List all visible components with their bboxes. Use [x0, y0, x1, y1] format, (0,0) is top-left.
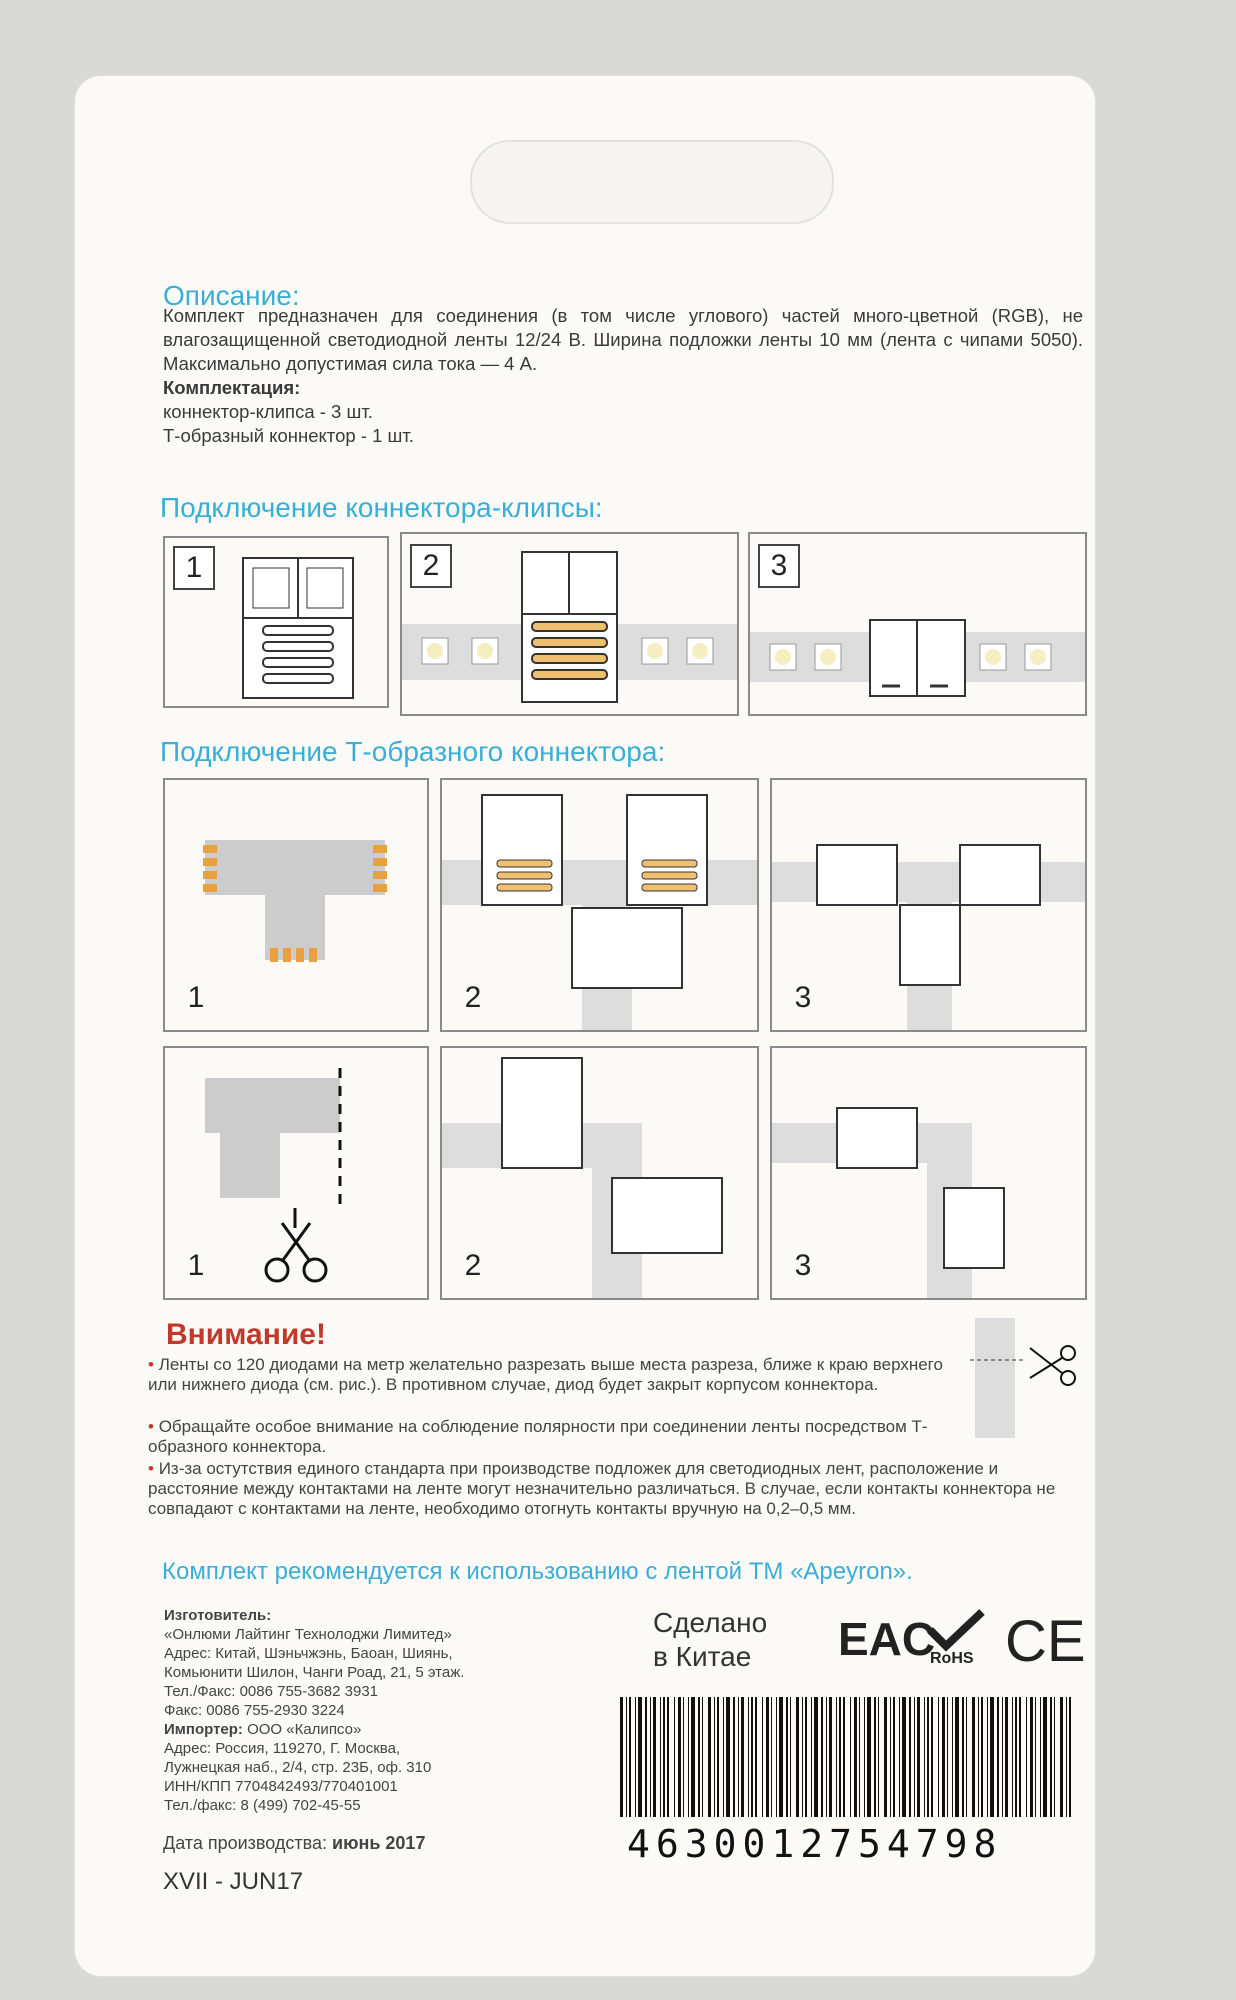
kit-item: Т-образный коннектор - 1 шт. — [163, 425, 414, 446]
corner-step-1-panel — [163, 1046, 429, 1300]
importer-line: ИНН/КПП 7704842493/770401001 — [164, 1778, 398, 1795]
clip-step-2-panel — [400, 532, 739, 716]
recommendation-text: Комплект рекомендуется к использованию с лентой ТМ «Apeyron». — [162, 1558, 913, 1585]
manufacturer-line: Факс: 0086 755-2930 3224 — [164, 1702, 345, 1719]
description-text: Комплект предназначен для соединения (в том числе углового) частей много-цветной (RGB), не влагозащищенной светодиодной ленты 12/24 В. Ширина подложки ленты 10 мм (лента с чипами 5050). Максимально допустимая сила тока — 4 А. — [163, 305, 1083, 374]
manufacturer-block — [164, 1606, 634, 1815]
step-number: 2 — [410, 544, 452, 588]
t-section-heading: Подключение Т-образного коннектора: — [160, 736, 666, 767]
step-number: 1 — [187, 981, 205, 1014]
checkmark-icon — [926, 1608, 986, 1652]
step-number: 3 — [794, 981, 812, 1014]
importer-line: Лужнецкая наб., 2/4, стр. 23Б, оф. 310 — [164, 1759, 432, 1776]
clip-step-3-panel — [748, 532, 1087, 716]
t-step-3-panel — [770, 778, 1087, 1032]
clip-section-heading: Подключение коннектора-клипсы: — [160, 492, 603, 523]
production-date: Дата производства: июнь 2017 — [163, 1833, 426, 1853]
step-number: 1 — [173, 546, 215, 590]
importer-line: Импортер: ООО «Калипсо» — [164, 1721, 362, 1738]
corner-step-3-panel — [770, 1046, 1087, 1300]
barcode-number: 4630012754798 — [627, 1822, 1003, 1866]
clip-connector-illustration — [165, 538, 387, 706]
warning-item: • Обращайте особое внимание на соблюдение полярности при соединении ленты посредством Т-образного коннектора. — [148, 1417, 928, 1456]
made-in-text: Сделано в Китае — [653, 1607, 768, 1672]
description-block — [163, 304, 1083, 448]
step-number: 3 — [794, 1249, 812, 1282]
corner-step-2-panel — [440, 1046, 759, 1300]
manufacturer-line: Тел./Факс: 0086 755-3682 3931 — [164, 1683, 379, 1700]
manufacturer-line: Адрес: Китай, Шэньчжэнь, Баоан, Шиянь, — [164, 1645, 453, 1662]
manufacturer-line: «Онлюми Лайтинг Технолоджи Лимитед» — [164, 1626, 452, 1643]
importer-line: Адрес: Россия, 119270, Г. Москва, — [164, 1740, 401, 1757]
importer-line: Тел./факс: 8 (499) 702-45-55 — [164, 1797, 361, 1814]
description-heading: Описание: — [163, 280, 300, 311]
clip-on-strip-illustration — [402, 534, 737, 714]
t-step-1-panel — [163, 778, 429, 1032]
t-step-2-panel — [440, 778, 759, 1032]
step-number: 1 — [187, 1249, 205, 1282]
step-number: 2 — [464, 1249, 482, 1282]
warning-item: • Ленты со 120 диодами на метр желательно разрезать выше места разреза, ближе к краю верхнего или нижнего диода (см. рис.). В противном случае, диод будет закрыт корпусом коннектора. — [148, 1355, 943, 1394]
barcode-icon — [620, 1697, 1080, 1837]
kit-item: коннектор-клипса - 3 шт. — [163, 401, 373, 422]
hang-hole — [470, 140, 834, 224]
clip-closed-illustration — [750, 534, 1085, 714]
warning-item: • Из-за остутствия единого стандарта при производстве подложек для светодиодных лент, расположение и расстояние между контактами на ленте могут незначительно различаться. В случае, если контакты коннектора не совпадают с контактами на ленте, необходимо отогнуть контакты вручную на 0,2–0,5 мм. — [148, 1459, 1056, 1518]
warning-heading: Внимание! — [166, 1318, 326, 1351]
manufacturer-label: Изготовитель: — [164, 1607, 272, 1624]
manufacturer-line: Комьюнити Шилон, Чанги Роад, 21, 5 этаж. — [164, 1664, 465, 1681]
batch-code: XVII - JUN17 — [163, 1868, 304, 1895]
eac-mark: EAC — [838, 1613, 936, 1665]
clip-step-1-panel — [163, 536, 389, 708]
ce-mark: CE — [1005, 1609, 1086, 1674]
step-number: 2 — [464, 981, 482, 1014]
step-number: 3 — [758, 544, 800, 588]
rohs-mark: RoHS — [930, 1650, 974, 1667]
kit-label: Комплектация: — [163, 377, 301, 398]
cut-diagram-icon — [970, 1318, 1090, 1438]
